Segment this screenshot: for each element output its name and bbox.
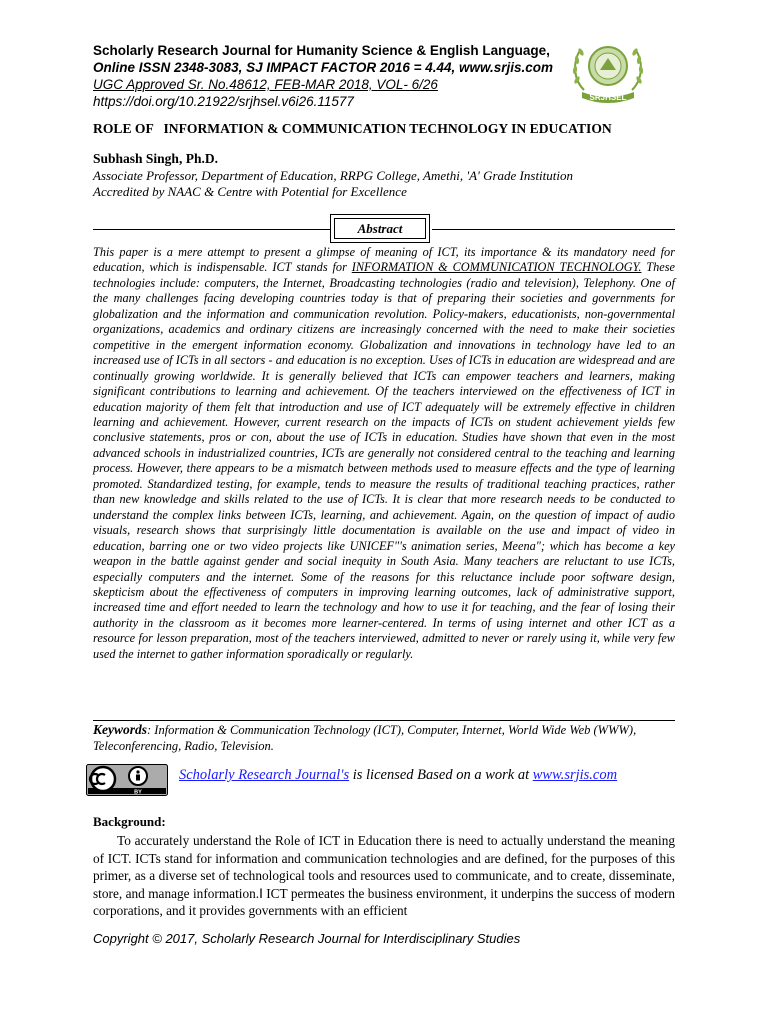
journal-header: [93, 42, 573, 110]
svg-text:SRJHSEL: SRJHSEL: [589, 93, 627, 102]
background-text: To accurately understand the Role of ICT in Education there is need to actually understand the meaning of ICT. ICTs stand for information and communication technologies and are defined, for the purposes of this primer, as a diverse set of technological tools and resources used to communicate, and to create, disseminate, store, and manage information.‖ ICT permeates the business environment, it underpins the success of modern corporations, and it provides governments with an efficient: [93, 833, 675, 918]
keywords: [93, 722, 675, 754]
abstract-text-part-2: These technologies include: computers, the Internet, Broadcasting technologies (radio and television), Telephony. One of the many challenges facing developing countries today is that of preparing their societies and governments for globalization and the information and communication revolution. Policy-makers, educationists, non-governmental organizations, academics and ordinary citizens are increasingly concerned with the need to make their societies competitive in the emergent information economy. Globalization and innovations in technology have led to an increased use of ICTs in all sectors - and education is no exception. Uses of ICTs in education are widespread and are continually growing worldwide. It is generally believed that ICTs can empower teachers and learners, making significant contributions to learning and achievement. Of the teachers interviewed on the effectiveness of ICT in education majority of them felt that introduction and use of ICT adequately will be extremely effective in children learning and achievement. However, current research on the impacts of ICTs on student achievement yields few conclusive statements, pros or con, about the use of ICTs in education. Studies have shown that even in the most advanced schools in industrialized countries, ICTs are generally not considered central to the teaching and learning process. However, there appears to be a mismatch between methods used to measure effects and the type of learning promoted. Standardized testing, for example, tends to measure the results of traditional teaching practices, rather than new knowledge and skills related to the use of ICTs. It is clear that more research needs to be conducted to understand the complex links between ICTs, learning, and achievement. Again, on the question of impact of audio visuals, research shows that surprisingly little documentation is available on the use and impact of video in education, barring one or two video projects like UNICEF"'s animation series, Meena"; which has become a key weapon in the battle against gender and social inequity in South Asia. Many teachers are reluctant to use ICTs, especially computers and the internet. Some of the reasons for this reluctance include poor software design, skepticism about the effectiveness of computers in improving learning outcomes, lack of administrative support, increased time and effort needed to learn the technology and how to use it for teaching, and the fear of losing their authority in the classroom as it becomes more learner-centered. In terms of using internet and other ICT as a resource for lesson preparation, most of the teachers interviewed, admitted to never or rarely using it, while very few used the internet to gather information sporadically or regularly.: [93, 260, 675, 661]
keywords-text: : Information & Communication Technology (ICT), Computer, Internet, World Wide Web (WWW), Teleconferencing, Radio, Television.: [93, 723, 637, 753]
accreditation-line: Accredited by NAAC & Centre with Potential for Excellence: [93, 184, 407, 199]
journal-license-link[interactable]: Scholarly Research Journal's: [179, 767, 350, 783]
journal-seal-logo: [568, 36, 648, 106]
abstract-heading: Abstract: [334, 218, 426, 239]
ugc-line: UGC Approved Sr. No.48612, FEB-MAR 2018, VOL- 6/26: [93, 77, 438, 92]
abstract-rule-right: [432, 229, 675, 230]
keywords-rule: [93, 720, 675, 721]
doi-line: https://doi.org/10.21922/srjhsel.v6i26.11577: [93, 94, 354, 109]
license-line: [179, 767, 617, 784]
background-heading: Background:: [93, 814, 166, 829]
journal-name: Scholarly Research Journal for Humanity Science & English Language,: [93, 43, 550, 58]
paper-title: ROLE OF INFORMATION & COMMUNICATION TECHNOLOGY IN EDUCATION: [93, 121, 612, 136]
abstract-underlined-term: INFORMATION & COMMUNICATION TECHNOLOGY.: [351, 260, 642, 275]
abstract-heading-box: [330, 214, 430, 243]
abstract-text: [93, 245, 675, 662]
issn-line: Online ISSN 2348-3083, SJ IMPACT FACTOR 2016 = 4.44, www.srjis.com: [93, 60, 554, 75]
abstract-text-part-1: This paper is a mere attempt to present a glimpse of meaning of ICT, its importance & its mandatory need for education, which is indispensable. ICT stands for: [93, 245, 675, 275]
svg-text:BY: BY: [134, 789, 142, 796]
author-affiliation: Associate Professor, Department of Education, RRPG College, Amethi, 'A' Grade Institution: [93, 168, 574, 183]
copyright-footer: Copyright © 2017, Scholarly Research Journal for Interdisciplinary Studies: [93, 931, 521, 946]
license-text: is licensed Based on a work at: [349, 767, 533, 783]
creative-commons-badge[interactable]: [86, 764, 168, 796]
author-name: Subhash Singh, Ph.D.: [93, 151, 218, 166]
abstract-rule-left: [93, 229, 330, 230]
background-paragraph: [93, 832, 675, 920]
cc-icon: [91, 767, 115, 791]
website-link[interactable]: www.srjis.com: [532, 767, 618, 783]
keywords-label: Keywords: [93, 722, 147, 737]
